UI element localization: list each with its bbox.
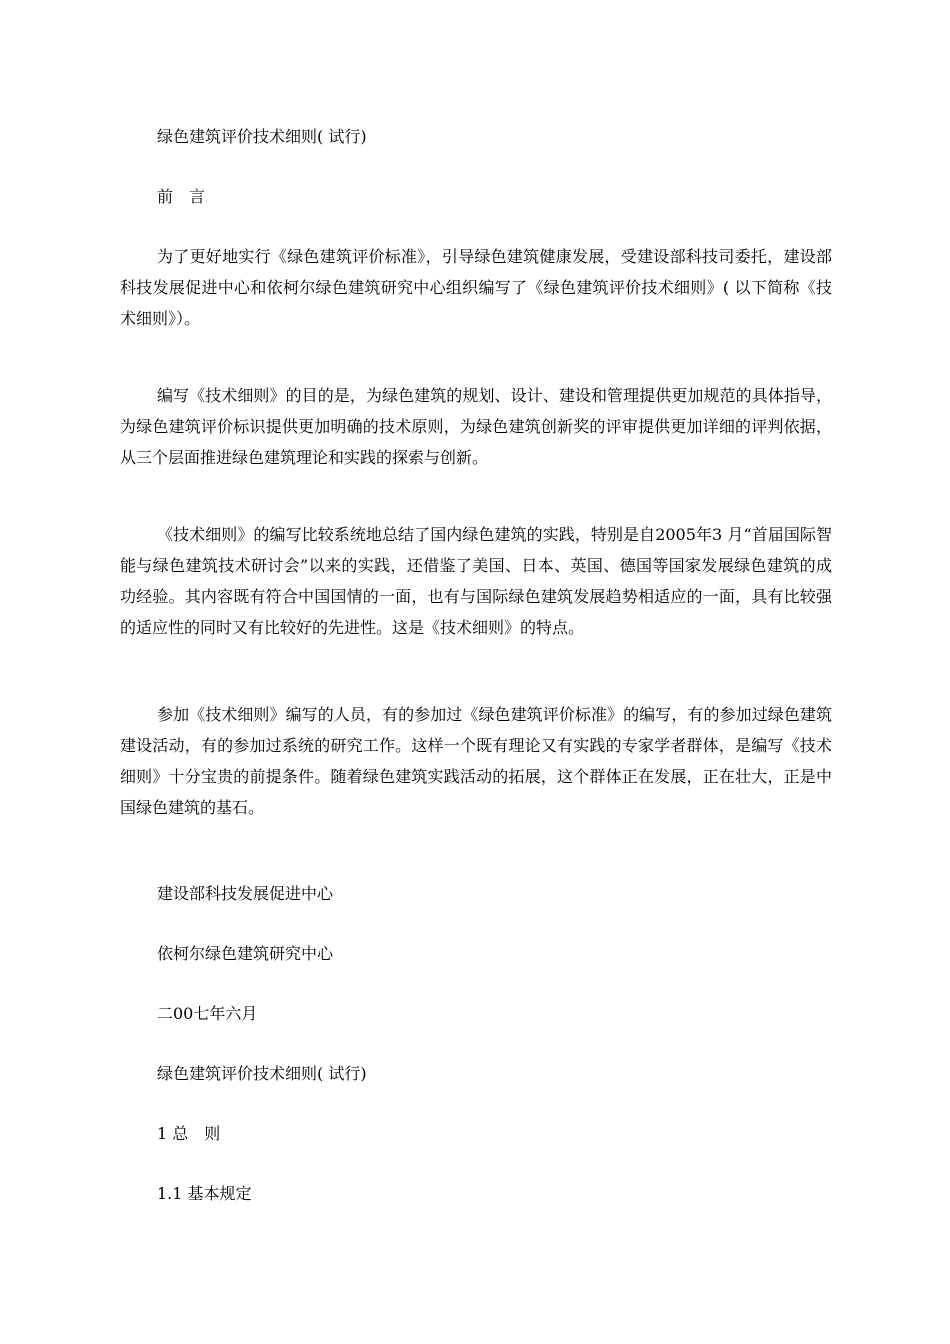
signature-org-2: 依柯尔绿色建筑研究中心 (157, 944, 334, 963)
preface-heading: 前 言 (157, 187, 206, 206)
section-heading: 1.1 基本规定 (157, 1184, 252, 1203)
paragraph-4: 参加《技术细则》编写的人员，有的参加过《绿色建筑评价标准》的编写，有的参加过绿色建筑建设活动，有的参加过系统的研究工作。这样一个既有理论又有实践的专家学者群体，是编写《技术细则》十分宝贵的前提条件。随着绿色建筑实践活动的拓展，这个群体正在发展，正在壮大，正是中国绿色建筑的基石。 (120, 705, 832, 817)
signature-org-1: 建设部科技发展促进中心 (157, 884, 334, 903)
chapter-heading: 1 总 则 (157, 1124, 221, 1143)
paragraph-1: 为了更好地实行《绿色建筑评价标准》，引导绿色建筑健康发展，受建设部科技司委托，建设部科技发展促进中心和依柯尔绿色建筑研究中心组织编写了《绿色建筑评价技术细则》( 以下简称《技术细则》）。 (120, 247, 832, 328)
document-title: 绿色建筑评价技术细则( 试行) (157, 127, 367, 146)
document-title-2: 绿色建筑评价技术细则( 试行) (157, 1064, 367, 1083)
paragraph-3: 《技术细则》的编写比较系统地总结了国内绿色建筑的实践，特别是自2005年3 月“首届国际智能与绿色建筑技术研讨会”以来的实践，还借鉴了美国、日本、英国、德国等国家发展绿色建筑的成功经验。其内容既有符合中国国情的一面，也有与国际绿色建筑发展趋势相适应的一面，具有比较强的适应性的同时又有比较好的先进性。这是《技术细则》的特点。 (120, 525, 832, 637)
paragraph-2: 编写《技术细则》的目的是，为绿色建筑的规划、设计、建设和管理提供更加规范的具体指导，为绿色建筑评价标识提供更加明确的技术原则，为绿色建筑创新奖的评审提供更加详细的评判依据，从三个层面推进绿色建筑理论和实践的探索与创新。 (120, 386, 832, 467)
signature-date: 二00七年六月 (157, 1004, 258, 1023)
